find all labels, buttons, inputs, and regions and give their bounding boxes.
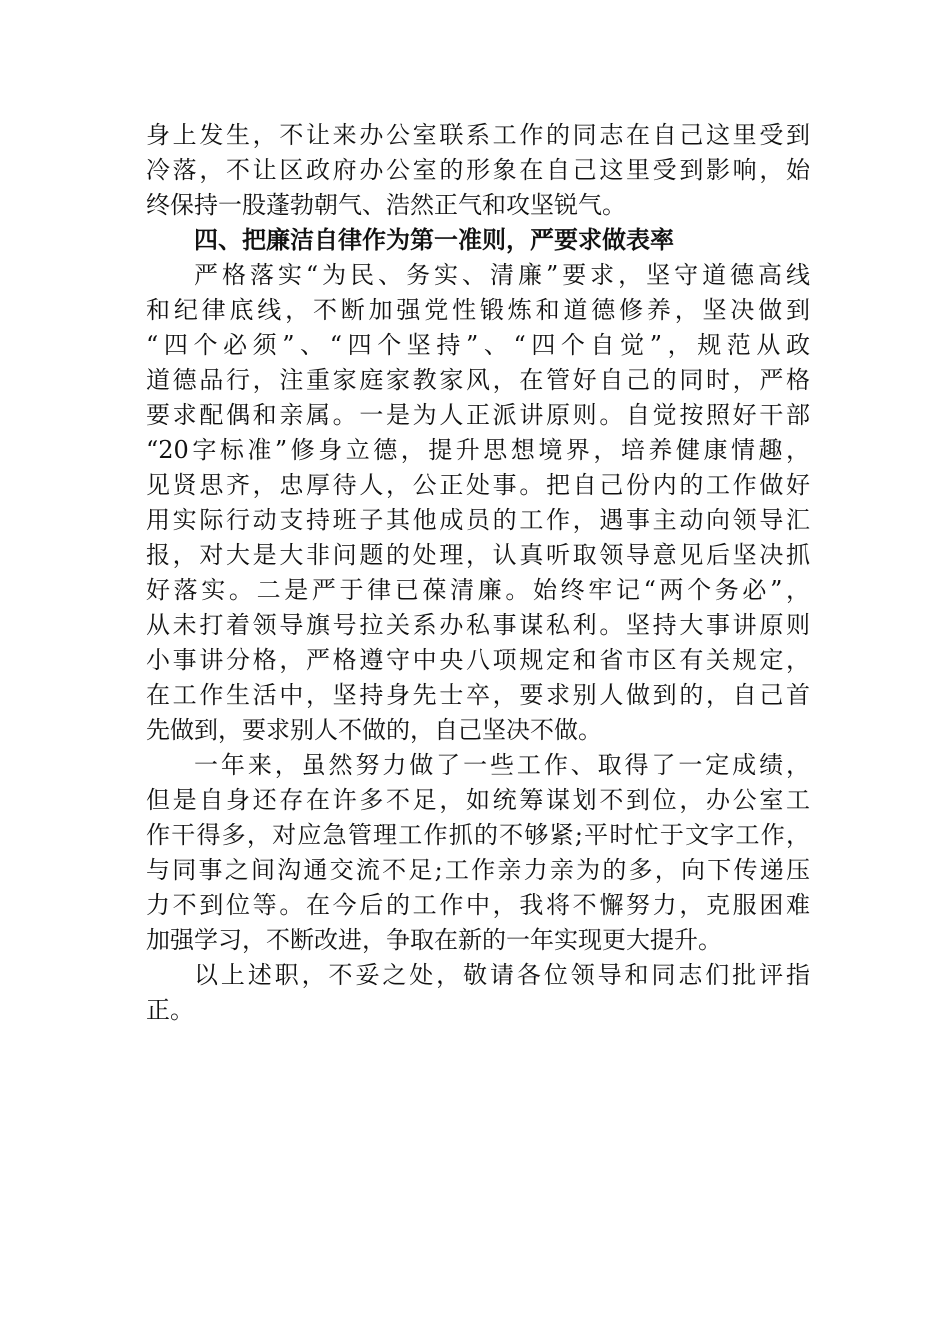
text-line: 用实际行动支持班子其他成员的工作，遇事主动向领导汇 xyxy=(146,506,810,534)
text-line: “四个必须”、“四个坚持”、“四个自觉”，规范从政 xyxy=(146,331,810,359)
text-line: 报，对大是大非问题的处理，认真听取领导意见后坚决抓 xyxy=(146,541,810,569)
text-line: 小事讲分格，严格遵守中央八项规定和省市区有关规定， xyxy=(146,646,810,674)
text-line: 但是自身还存在许多不足，如统筹谋划不到位，办公室工 xyxy=(146,786,810,814)
text-line: 一年来，虽然努力做了一些工作、取得了一定成绩， xyxy=(194,751,810,779)
text-line: 从未打着领导旗号拉关系办私事谋私利。坚持大事讲原则 xyxy=(146,611,810,639)
text-line: 力不到位等。在今后的工作中，我将不懈努力，克服困难 xyxy=(146,891,810,919)
text-line: 见贤思齐，忠厚待人，公正处事。把自己份内的工作做好 xyxy=(146,471,810,499)
text-line: 身上发生，不让来办公室联系工作的同志在自己这里受到 xyxy=(146,121,810,149)
paragraph-closing-duty xyxy=(146,118,810,223)
text-line: 加强学习，不断改进，争取在新的一年实现更大提升。 xyxy=(146,926,722,954)
section-heading-4: 四、把廉洁自律作为第一准则，严要求做表率 xyxy=(194,226,674,254)
document-body xyxy=(146,118,810,1028)
text-line: 好落实。二是严于律已葆清廉。始终牢记“两个务必”， xyxy=(146,576,810,604)
text-line: 终保持一股蓬勃朝气、浩然正气和攻坚锐气。 xyxy=(146,191,626,219)
text-line: 作干得多，对应急管理工作抓的不够紧;平时忙于文字工作， xyxy=(146,821,810,849)
text-line: 正。 xyxy=(146,996,194,1024)
text-line: 要求配偶和亲属。一是为人正派讲原则。自觉按照好干部 xyxy=(146,401,810,429)
text-line: 和纪律底线，不断加强党性锻炼和道德修养，坚决做到 xyxy=(146,296,810,324)
text-line: 以上述职，不妥之处，敬请各位领导和同志们批评指 xyxy=(194,961,810,989)
text-line: 冷落，不让区政府办公室的形象在自己这里受到影响，始 xyxy=(146,156,810,184)
paragraph-integrity xyxy=(146,258,810,748)
text-line: “20字标准”修身立德，提升思想境界，培养健康情趣， xyxy=(146,436,810,464)
text-line: 在工作生活中，坚持身先士卒，要求别人做到的，自己首 xyxy=(146,681,810,709)
paragraph-conclusion xyxy=(146,958,810,1028)
paragraph-shortcomings xyxy=(146,748,810,958)
text-line: 道德品行，注重家庭家教家风，在管好自己的同时，严格 xyxy=(146,366,810,394)
text-line: 先做到，要求别人不做的，自己坚决不做。 xyxy=(146,716,602,744)
text-line: 严格落实“为民、务实、清廉”要求，坚守道德高线 xyxy=(194,261,810,289)
text-line: 与同事之间沟通交流不足;工作亲力亲为的多，向下传递压 xyxy=(146,856,810,884)
